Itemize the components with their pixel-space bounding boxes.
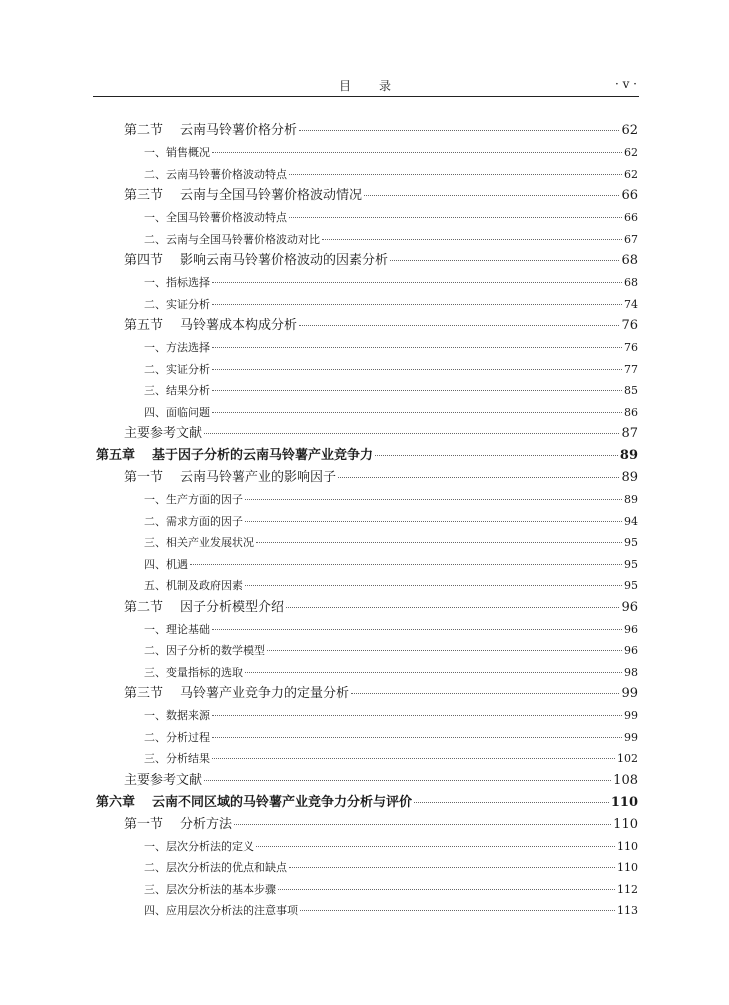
toc-entry-section[interactable]: [93, 185, 638, 207]
dot-leader: [256, 846, 615, 847]
toc-entry-number: 五、: [144, 579, 166, 592]
toc-entry-title: 马铃薯成本构成分析: [180, 318, 298, 333]
toc-entry-title: 层次分析法的优点和缺点: [166, 861, 287, 874]
toc-entry-page: 110: [610, 794, 638, 810]
toc-entry-section[interactable]: [93, 467, 638, 489]
toc-entry-page: 87: [621, 426, 638, 441]
toc-entry-number: 第三节: [124, 188, 164, 203]
header-page-number: · v ·: [614, 77, 637, 91]
toc-entry-label: [144, 164, 287, 186]
toc-entry-label: [124, 814, 232, 836]
toc-entry-label: [144, 900, 298, 922]
toc-entry-section[interactable]: [93, 683, 638, 705]
toc-entry-title: 实证分析: [166, 362, 210, 376]
toc-entry-label: [124, 185, 362, 207]
toc-entry-label: [144, 337, 210, 359]
toc-entry-number: 三、: [144, 384, 166, 397]
dot-leader: [212, 715, 622, 716]
dot-leader: [245, 585, 622, 586]
toc-entry-label: [144, 575, 243, 597]
toc-entry-page: 95: [624, 579, 638, 592]
toc-entry-title: 云南与全国马铃薯价格波动对比: [166, 232, 320, 246]
toc-entry-number: 二、: [144, 362, 166, 376]
toc-entry-title: 方法选择: [166, 341, 210, 354]
toc-entry-chapter[interactable]: [93, 445, 638, 467]
dot-leader: [245, 499, 622, 500]
toc-entry-sub[interactable]: [93, 272, 638, 294]
toc-entry-title: 分析结果: [166, 752, 210, 765]
toc-entry-number: 第五节: [124, 318, 164, 333]
toc-entry-title: 结果分析: [166, 384, 210, 397]
toc-entry-number: 一、: [144, 493, 166, 506]
dot-leader: [212, 304, 622, 305]
toc-entry-sub[interactable]: [93, 900, 638, 922]
toc-entry-title: 实证分析: [166, 297, 210, 311]
dot-leader: [289, 217, 622, 218]
toc-entry-label: [144, 532, 254, 554]
toc-entry-label: [144, 294, 210, 316]
toc-entry-title: 变量指标的选取: [166, 665, 243, 679]
toc-entry-title: 相关产业发展状况: [166, 536, 254, 549]
toc-entry-label: [96, 445, 373, 467]
dot-leader: [322, 239, 622, 240]
toc-entry-page: 110: [613, 816, 638, 832]
toc-entry-number: 第四节: [124, 253, 164, 268]
dot-leader: [289, 867, 615, 868]
toc-entry-title: 影响云南马铃薯价格波动的因素分析: [180, 253, 389, 268]
dot-leader: [299, 130, 619, 131]
header-title: [93, 77, 639, 94]
dot-leader: [414, 802, 609, 803]
toc-entry-number: 二、: [144, 232, 166, 246]
toc-entry-page: 85: [624, 384, 638, 397]
toc-entry-number: 一、: [144, 146, 166, 159]
toc-entry-page: 62: [624, 167, 638, 181]
toc-entry-page: 89: [621, 470, 638, 485]
toc-entry-title: 需求方面的因子: [166, 514, 243, 528]
toc-entry-page: 62: [621, 123, 638, 138]
toc-entry-page: 86: [624, 405, 638, 419]
toc-entry-sub[interactable]: [93, 575, 638, 597]
toc-entry-sub[interactable]: [93, 705, 638, 727]
toc-entry-title: 面临问题: [166, 405, 210, 419]
dot-leader: [212, 737, 622, 738]
toc-entry-title: 因子分析的数学模型: [166, 644, 265, 657]
toc-entry-title: 指标选择: [166, 276, 210, 289]
toc-entry-page: 98: [624, 665, 638, 679]
toc-entry-sub[interactable]: [93, 142, 638, 164]
toc-entry-label: [124, 423, 202, 445]
toc-entry-sub[interactable]: [93, 532, 638, 554]
toc-entry-page: 110: [617, 861, 638, 874]
toc-entry-sub[interactable]: [93, 857, 638, 879]
toc-entry-title: 云南马铃薯价格波动特点: [166, 167, 287, 181]
dot-leader: [375, 455, 618, 456]
dot-leader: [212, 369, 622, 370]
toc-entry-sub[interactable]: [93, 402, 638, 424]
toc-entry-title: 数据来源: [166, 709, 210, 722]
toc-entry-label: [124, 315, 297, 337]
toc-entry-page: 68: [624, 276, 638, 289]
toc-entry-number: 三、: [144, 752, 166, 765]
toc-entry-label: [144, 748, 210, 770]
dot-leader: [212, 758, 615, 759]
toc-entry-label: [144, 380, 210, 402]
toc-entry-title: 机制及政府因素: [166, 579, 243, 592]
toc-entry-title: 云南马铃薯产业的影响因子: [180, 470, 337, 485]
dot-leader: [234, 824, 611, 825]
toc-entry-number: 第二节: [124, 599, 164, 615]
toc-entry-page: 102: [617, 752, 638, 765]
dot-leader: [256, 542, 622, 543]
toc-entry-label: [144, 727, 210, 749]
toc-entry-number: 三、: [144, 536, 166, 549]
toc-entry-number: 四、: [144, 557, 166, 571]
dot-leader: [300, 910, 615, 911]
toc-entry-page: 99: [624, 730, 638, 744]
header-title-left: 目: [338, 79, 353, 93]
toc-entry-page: 89: [619, 448, 638, 463]
toc-entry-label: [144, 836, 254, 858]
toc-entry-title: 云南马铃薯价格分析: [180, 123, 298, 138]
toc-entry-number: 四、: [144, 405, 166, 419]
toc-entry-title: 生产方面的因子: [166, 493, 243, 506]
toc-entry-title: 云南与全国马铃薯价格波动情况: [180, 188, 363, 203]
toc-entry-page: 96: [624, 622, 638, 636]
toc-entry-label: [144, 402, 210, 424]
toc-entry-page: 74: [624, 297, 638, 311]
toc-entry-label: [144, 554, 188, 576]
toc-entry-page: 99: [621, 686, 638, 701]
dot-leader: [190, 564, 622, 565]
dot-leader: [212, 347, 622, 348]
toc-entry-number: 第三节: [124, 686, 164, 701]
toc-entry-section[interactable]: [93, 814, 638, 836]
toc-entry-number: 一、: [144, 341, 166, 354]
toc-entry-label: [124, 683, 349, 705]
toc-entry-page: 89: [624, 493, 638, 506]
toc-entry-page: 96: [624, 644, 638, 657]
toc-entry-page: 66: [624, 211, 638, 224]
toc-entry-title: 主要参考文献: [124, 772, 203, 788]
toc-entry-page: 108: [613, 772, 638, 788]
dot-leader: [212, 629, 622, 630]
toc-entry-title: 销售概况: [166, 146, 210, 159]
dot-leader: [204, 433, 619, 434]
header-title-right: 录: [379, 79, 394, 93]
toc-entry-sub[interactable]: [93, 380, 638, 402]
dot-leader: [267, 650, 622, 651]
toc-entry-page: 112: [617, 882, 638, 896]
dot-leader: [278, 889, 615, 890]
toc-entry-sub[interactable]: [93, 836, 638, 858]
toc-entry-label: [124, 467, 336, 489]
toc-entry-page: 95: [624, 536, 638, 549]
toc-entry-sub[interactable]: [93, 489, 638, 511]
toc-entry-number: 一、: [144, 709, 166, 722]
toc-entry-section[interactable]: [93, 597, 638, 619]
toc-entry-sub[interactable]: [93, 294, 638, 316]
toc-entry-number: 第一节: [124, 816, 164, 832]
dot-leader: [286, 607, 619, 608]
toc-entry-section[interactable]: [93, 315, 638, 337]
toc-entry-number: 二、: [144, 167, 166, 181]
toc-entry-label: [144, 489, 243, 511]
toc-entry-page: 67: [624, 232, 638, 246]
toc-entry-label: [144, 619, 210, 641]
toc-entry-page: 95: [624, 557, 638, 571]
dot-leader: [351, 693, 619, 694]
toc-entry-title: 全国马铃薯价格波动特点: [166, 211, 287, 224]
toc-entry-label: [144, 229, 320, 251]
toc-entry-label: [144, 207, 287, 229]
toc-entry-label: [124, 770, 202, 792]
toc-entry-label: [96, 792, 412, 814]
dot-leader: [390, 260, 619, 261]
toc-entry-section[interactable]: [93, 250, 638, 272]
toc-entry-sub[interactable]: [93, 727, 638, 749]
toc-entry-page: 96: [621, 599, 638, 615]
toc-entry-number: 四、: [144, 904, 166, 917]
toc-entry-title: 基于因子分析的云南马铃薯产业竞争力: [152, 448, 374, 463]
toc-entry-label: [144, 705, 210, 727]
toc-entry-title: 机遇: [166, 557, 188, 571]
toc-entry-title: 云南不同区域的马铃薯产业竞争力分析与评价: [152, 794, 413, 810]
toc-entry-number: 第一节: [124, 470, 164, 485]
toc-entry-page: 66: [621, 188, 638, 203]
toc-entry-page: 77: [624, 362, 638, 376]
toc-entry-number: 第六章: [96, 794, 136, 810]
toc-entry-title: 理论基础: [166, 622, 210, 636]
toc-entry-sub[interactable]: [93, 640, 638, 662]
toc-entry-sub[interactable]: [93, 662, 638, 684]
toc-entry-sub[interactable]: [93, 554, 638, 576]
dot-leader: [245, 672, 622, 673]
dot-leader: [289, 174, 622, 175]
page-header: [93, 74, 639, 97]
toc-entry-page: 113: [617, 904, 638, 917]
toc-entry-label: [144, 511, 243, 533]
toc-entry-title: 主要参考文献: [124, 426, 203, 441]
toc-entry-number: 二、: [144, 861, 166, 874]
toc-entry-number: 一、: [144, 211, 166, 224]
toc-entry-title: 应用层次分析法的注意事项: [166, 904, 298, 917]
toc-entry-label: [144, 879, 276, 901]
table-of-contents: [93, 120, 638, 922]
toc-entry-sub[interactable]: [93, 879, 638, 901]
toc-entry-sub[interactable]: [93, 748, 638, 770]
toc-entry-section[interactable]: [93, 120, 638, 142]
dot-leader: [245, 521, 622, 522]
toc-entry-number: 三、: [144, 882, 166, 896]
toc-entry-title: 马铃薯产业竞争力的定量分析: [180, 686, 350, 701]
toc-entry-page: 62: [624, 146, 638, 159]
toc-entry-number: 一、: [144, 276, 166, 289]
toc-entry-page: 110: [617, 839, 638, 853]
toc-entry-number: 二、: [144, 297, 166, 311]
dot-leader: [212, 282, 622, 283]
toc-entry-page: 68: [621, 253, 638, 268]
toc-entry-page: 94: [624, 514, 638, 528]
dot-leader: [212, 390, 622, 391]
toc-entry-sub[interactable]: [93, 337, 638, 359]
toc-entry-label: [144, 640, 265, 662]
toc-entry-label: [124, 597, 284, 619]
toc-entry-label: [144, 857, 287, 879]
toc-entry-label: [144, 662, 243, 684]
toc-entry-label: [144, 272, 210, 294]
dot-leader: [212, 152, 622, 153]
toc-entry-title: 分析过程: [166, 730, 210, 744]
toc-entry-label: [144, 142, 210, 164]
toc-entry-number: 第五章: [96, 448, 136, 463]
toc-entry-title: 分析方法: [180, 816, 233, 832]
toc-entry-page: 76: [621, 318, 638, 333]
toc-entry-label: [144, 359, 210, 381]
dot-leader: [364, 195, 619, 196]
toc-entry-sub[interactable]: [93, 164, 638, 186]
toc-entry-page: 76: [624, 341, 638, 354]
toc-entry-title: 层次分析法的基本步骤: [166, 882, 276, 896]
toc-entry-number: 三、: [144, 665, 166, 679]
toc-entry-section[interactable]: [93, 770, 638, 792]
toc-entry-number: 二、: [144, 514, 166, 528]
toc-entry-title: 因子分析模型介绍: [180, 599, 285, 615]
dot-leader: [338, 477, 619, 478]
toc-entry-number: 二、: [144, 644, 166, 657]
toc-entry-label: [124, 250, 388, 272]
dot-leader: [204, 780, 611, 781]
toc-entry-chapter[interactable]: [93, 792, 638, 814]
dot-leader: [299, 325, 619, 326]
dot-leader: [212, 412, 622, 413]
toc-entry-sub[interactable]: [93, 511, 638, 533]
toc-entry-number: 第二节: [124, 123, 164, 138]
toc-entry-page: 99: [624, 709, 638, 722]
toc-entry-sub[interactable]: [93, 359, 638, 381]
toc-entry-sub[interactable]: [93, 207, 638, 229]
toc-entry-number: 二、: [144, 730, 166, 744]
toc-entry-section[interactable]: [93, 423, 638, 445]
toc-entry-label: [124, 120, 297, 142]
toc-entry-number: 一、: [144, 839, 166, 853]
toc-entry-sub[interactable]: [93, 619, 638, 641]
toc-entry-number: 一、: [144, 622, 166, 636]
toc-entry-sub[interactable]: [93, 229, 638, 251]
toc-entry-title: 层次分析法的定义: [166, 839, 254, 853]
